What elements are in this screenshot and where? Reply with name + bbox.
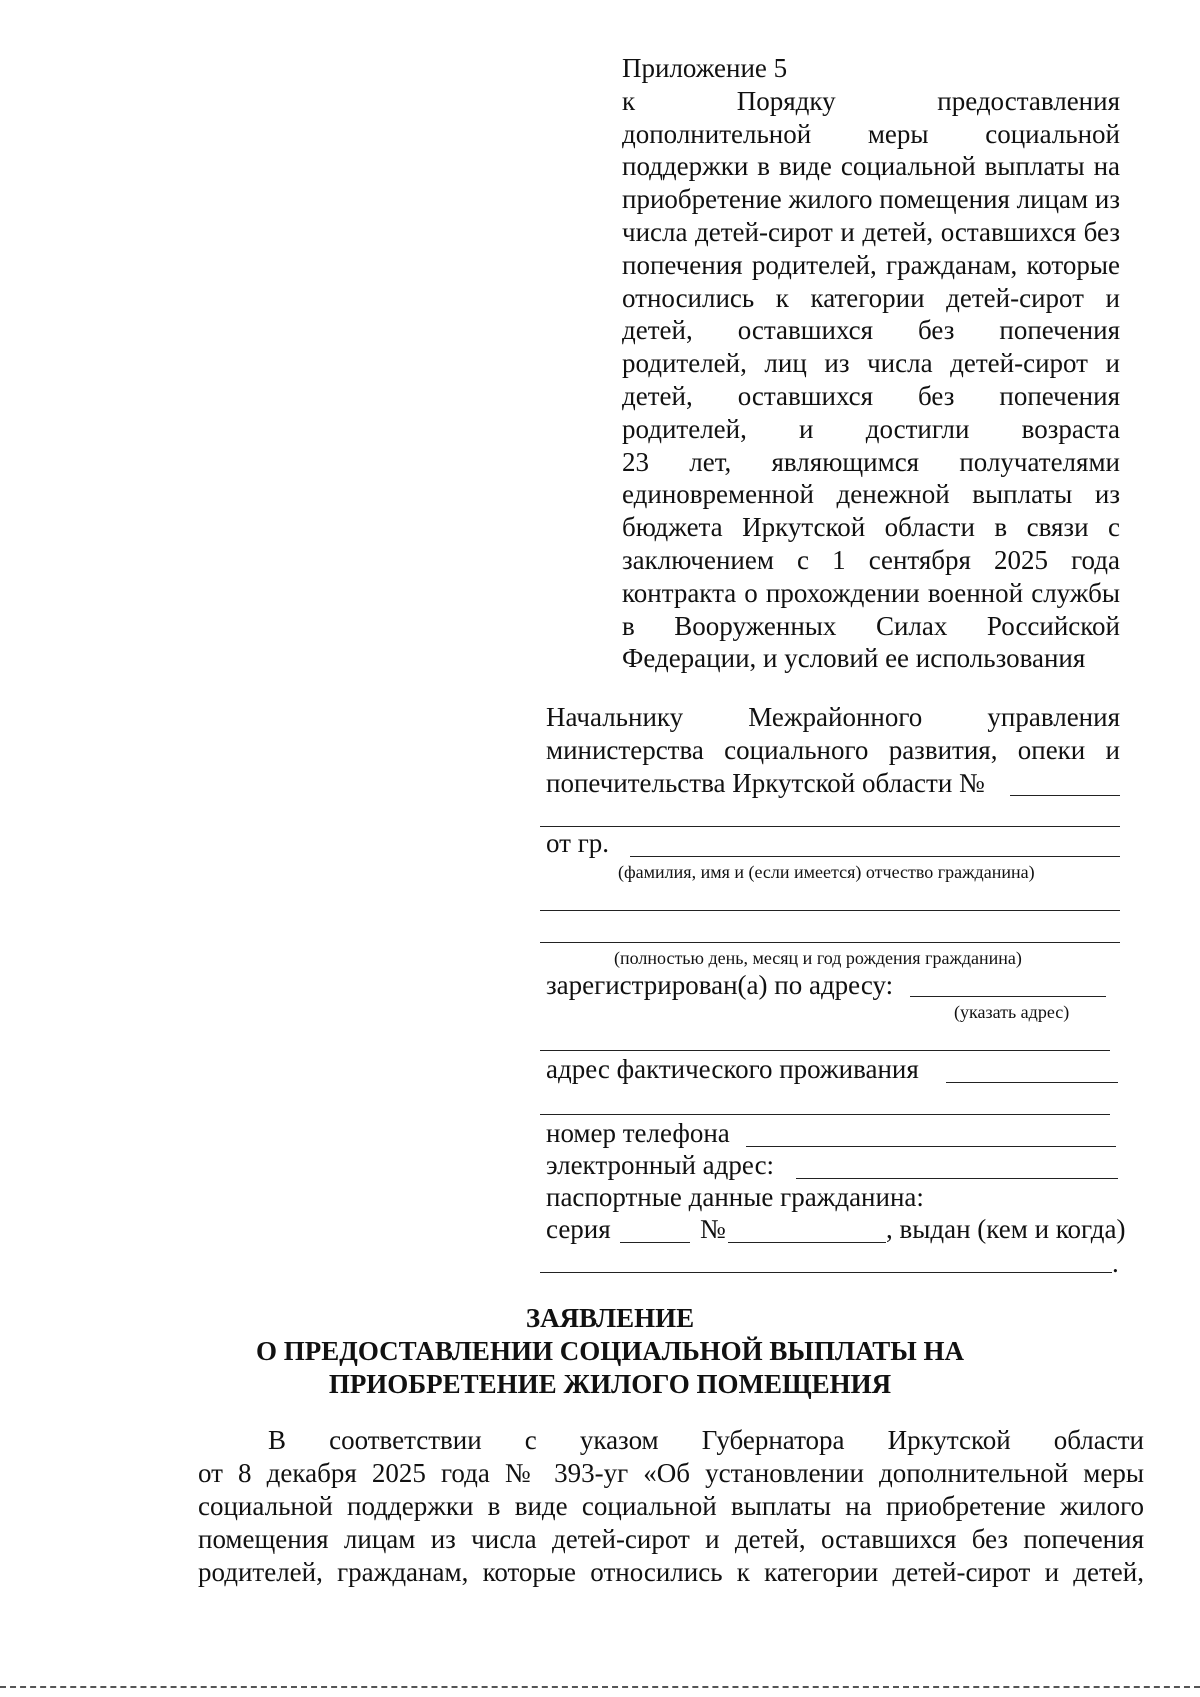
- actual-address-field-2[interactable]: [540, 1114, 1110, 1115]
- appendix-line: заключением с 1 сентября 2025 года: [622, 544, 1120, 575]
- issued-label: , выдан (кем и когда): [886, 1214, 1126, 1244]
- title-line: О ПРЕДОСТАВЛЕНИИ СОЦИАЛЬНОЙ ВЫПЛАТЫ НА: [256, 1336, 964, 1366]
- appendix-line: родителей, и достигли возраста: [622, 413, 1120, 444]
- phone-label: номер телефона: [546, 1118, 730, 1148]
- appendix-line: поддержки в виде социальной выплаты на: [622, 151, 1120, 182]
- appendix-line: родителей, лиц из числа детей-сирот и: [622, 348, 1120, 379]
- name-caption: (фамилия, имя и (если имеется) отчество гражданина): [618, 862, 1035, 882]
- body-line: от 8 декабря 2025 года № 393-уг «Об установлении дополнительной меры: [198, 1458, 1144, 1488]
- addressee-line: министерства социального развития, опеки и: [546, 735, 1120, 765]
- title-line: ПРИОБРЕТЕНИЕ ЖИЛОГО ПОМЕЩЕНИЯ: [328, 1369, 892, 1399]
- title-line: ЗАЯВЛЕНИЕ: [525, 1303, 695, 1333]
- page-bottom-edge: [0, 1686, 1200, 1688]
- passport-label: паспортные данные гражданина:: [546, 1182, 924, 1212]
- addressee-block: [546, 701, 1120, 800]
- registered-address-field-2[interactable]: [540, 1050, 1110, 1051]
- body-line: социальной поддержки в виде социальной выплаты на приобретение жилого: [198, 1491, 1144, 1521]
- appendix-line: Федерации, и условий ее использования: [622, 643, 1086, 674]
- appendix-line: к Порядку предоставления: [622, 85, 1120, 116]
- body-line: В соответствии с указом Губернатора Иркутской области: [268, 1425, 1144, 1455]
- office-number-blank-2[interactable]: [540, 826, 1120, 827]
- appendix-line: бюджета Иркутской области в связи с: [622, 512, 1120, 543]
- appendix-line: единовременной денежной выплаты из: [622, 479, 1120, 510]
- document-title: [180, 1302, 1040, 1401]
- registered-label: зарегистрирован(а) по адресу:: [546, 970, 894, 1000]
- passport-issued-field[interactable]: [540, 1272, 1112, 1273]
- birth-date-field[interactable]: [540, 942, 1120, 943]
- appendix-block: [622, 52, 1120, 675]
- appendix-line: Приложение 5: [622, 53, 788, 83]
- appendix-line: приобретение жилого помещения лицам из: [622, 184, 1120, 215]
- appendix-line: в Вооруженных Силах Российской: [622, 610, 1120, 641]
- series-label: серия: [546, 1214, 611, 1244]
- appendix-line: дополнительной меры социальной: [622, 118, 1120, 149]
- body-line: родителей, гражданам, которые относились к категории детей-сирот и детей,: [198, 1557, 1144, 1587]
- end-period: .: [1112, 1248, 1119, 1278]
- appendix-line: относились к категории детей-сирот и: [622, 282, 1120, 313]
- appendix-line: детей, оставшихся без попечения: [622, 315, 1120, 346]
- addressee-line: попечительства Иркутской области №: [546, 768, 985, 798]
- email-label: электронный адрес:: [546, 1150, 775, 1180]
- appendix-line: попечения родителей, гражданам, которые: [622, 249, 1120, 280]
- actual-address-label: адрес фактического проживания: [546, 1054, 919, 1084]
- from-label: от гр.: [546, 828, 610, 858]
- dob-caption: (полностью день, месяц и год рождения гражданина): [614, 948, 1022, 968]
- office-number-blank[interactable]: [1010, 795, 1120, 796]
- body-paragraph: [198, 1424, 1144, 1589]
- passport-number-field[interactable]: [728, 1242, 886, 1243]
- email-field[interactable]: [796, 1178, 1118, 1179]
- applicant-name-field-2[interactable]: [540, 910, 1120, 911]
- appendix-line: 23 лет, являющимся получателями: [622, 446, 1120, 477]
- appendix-line: контракта о прохождении военной службы: [622, 577, 1120, 608]
- applicant-name-field[interactable]: [630, 856, 1120, 857]
- number-label: №: [700, 1214, 726, 1244]
- actual-address-field[interactable]: [946, 1082, 1118, 1083]
- registered-address-field[interactable]: [910, 996, 1106, 997]
- appendix-line: детей, оставшихся без попечения: [622, 380, 1120, 411]
- passport-series-field[interactable]: [620, 1242, 690, 1243]
- appendix-line: числа детей-сирот и детей, оставшихся без: [622, 216, 1120, 247]
- phone-field[interactable]: [746, 1146, 1116, 1147]
- body-line: помещения лицам из числа детей-сирот и детей, оставшихся без попечения: [198, 1524, 1144, 1554]
- addressee-line: Начальнику Межрайонного управления: [546, 702, 1120, 732]
- address-caption: (указать адрес): [954, 1002, 1070, 1022]
